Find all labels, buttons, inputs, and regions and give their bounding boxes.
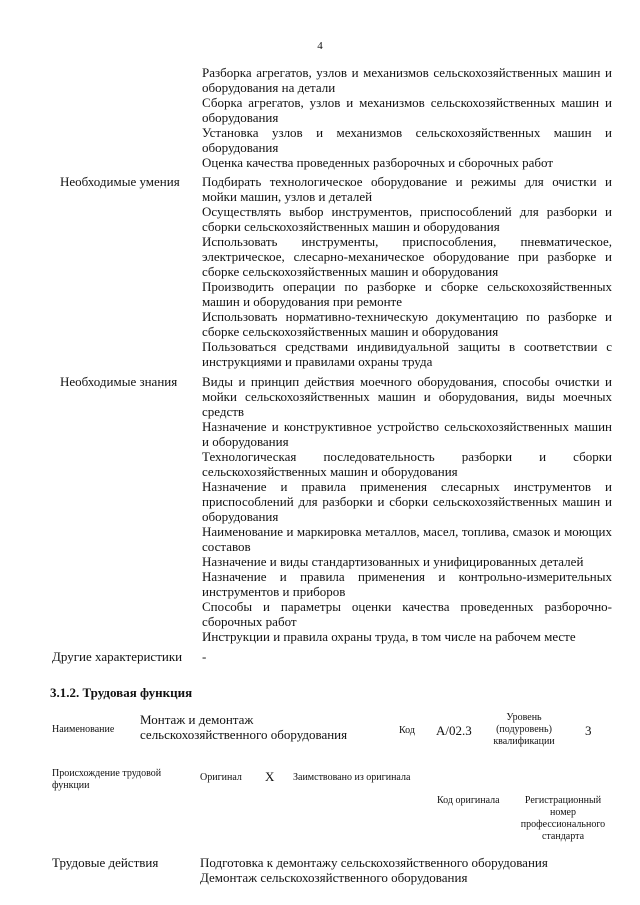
- list-item: Разборка агрегатов, узлов и механизмов сельскохозяйственных машин и оборудования на детали: [202, 65, 612, 95]
- list-item: Установка узлов и механизмов сельскохозяйственных машин и оборудования: [202, 125, 612, 155]
- list-item: Использовать нормативно-техническую документацию по разборке и сборке сельскохозяйственных машин и оборудования: [202, 309, 612, 339]
- borrowed-label: Заимствовано из оригинала: [293, 772, 411, 783]
- list-item: Инструкции и правила охраны труда, в том числе на рабочем месте: [202, 629, 576, 644]
- list-item: Подготовка к демонтажу сельскохозяйственного оборудования: [200, 855, 548, 870]
- list-item: Наименование и маркировка металлов, масел, топлива, смазок и моющих составов: [202, 524, 612, 554]
- skills-list: [202, 174, 612, 369]
- skills-label: Необходимые умения: [60, 174, 180, 189]
- level-label: Уровень (подуровень) квалификации: [493, 712, 555, 747]
- code-label: Код: [399, 725, 415, 736]
- level-value: 3: [585, 723, 592, 738]
- code-original-label: Код оригинала: [437, 795, 500, 806]
- list-item: Назначение и правила применения слесарных инструментов и приспособлений для разборки и сборки сельскохозяйственных машин и оборудования: [202, 479, 612, 524]
- list-item: Сборка агрегатов, узлов и механизмов сельскохозяйственных машин и оборудования: [202, 95, 612, 125]
- knowledge-list: [202, 374, 612, 644]
- name-value: Монтаж и демонтаж сельскохозяйственного оборудования: [140, 712, 348, 742]
- name-label: Наименование: [52, 724, 115, 735]
- list-item: Пользоваться средствами индивидуальной защиты в соответствии с инструкциями и правилами охраны труда: [202, 339, 612, 369]
- reg-number-label: Регистрационный номер профессионального стандарта: [520, 795, 606, 842]
- top-items-list: [202, 65, 612, 170]
- list-item: Технологическая последовательность разборки и сборки сельскохозяйственных машин и оборудования: [202, 449, 612, 479]
- function-heading: 3.1.2. Трудовая функция: [50, 685, 193, 700]
- code-value: А/02.3: [436, 723, 472, 738]
- list-item: Способы и параметры оценки качества проведенных разборочно-сборочных работ: [202, 599, 612, 629]
- list-item: Использовать инструменты, приспособления, пневматическое, электрическое, слесарно-механическое оборудование при разборке и сборке сельскохозяйственных машин и оборудования: [202, 234, 612, 279]
- list-item: Назначение и виды стандартизованных и унифицированных деталей: [202, 554, 584, 569]
- list-item: Оценка качества проведенных разборочных и сборочных работ: [202, 155, 553, 170]
- actions-list: [200, 855, 612, 885]
- list-item: Осуществлять выбор инструментов, приспособлений для разборки и сборки сельскохозяйственных машин и оборудования: [202, 204, 612, 234]
- list-item: Демонтаж сельскохозяйственного оборудования: [200, 870, 468, 885]
- list-item: Подбирать технологическое оборудование и режимы для очистки и мойки машин, узлов и деталей: [202, 174, 612, 204]
- other-label: Другие характеристики: [52, 649, 183, 664]
- knowledge-label: Необходимые знания: [60, 374, 178, 389]
- actions-label: Трудовые действия: [52, 855, 159, 870]
- list-item: Производить операции по разборке и сборке сельскохозяйственных машин и оборудования при ремонте: [202, 279, 612, 309]
- list-item: Назначение и конструктивное устройство сельскохозяйственных машин и оборудования: [202, 419, 612, 449]
- other-value: -: [202, 649, 207, 664]
- list-item: Назначение и правила применения и контрольно-измерительных инструментов и приборов: [202, 569, 612, 599]
- list-item: Виды и принцип действия моечного оборудования, способы очистки и мойки сельскохозяйственных машин и оборудования, виды моечных средств: [202, 374, 612, 419]
- origin-label: Происхождение трудовой функции: [52, 768, 162, 791]
- original-mark: X: [265, 769, 275, 784]
- original-label: Оригинал: [200, 772, 242, 783]
- page-number: 4: [317, 40, 323, 52]
